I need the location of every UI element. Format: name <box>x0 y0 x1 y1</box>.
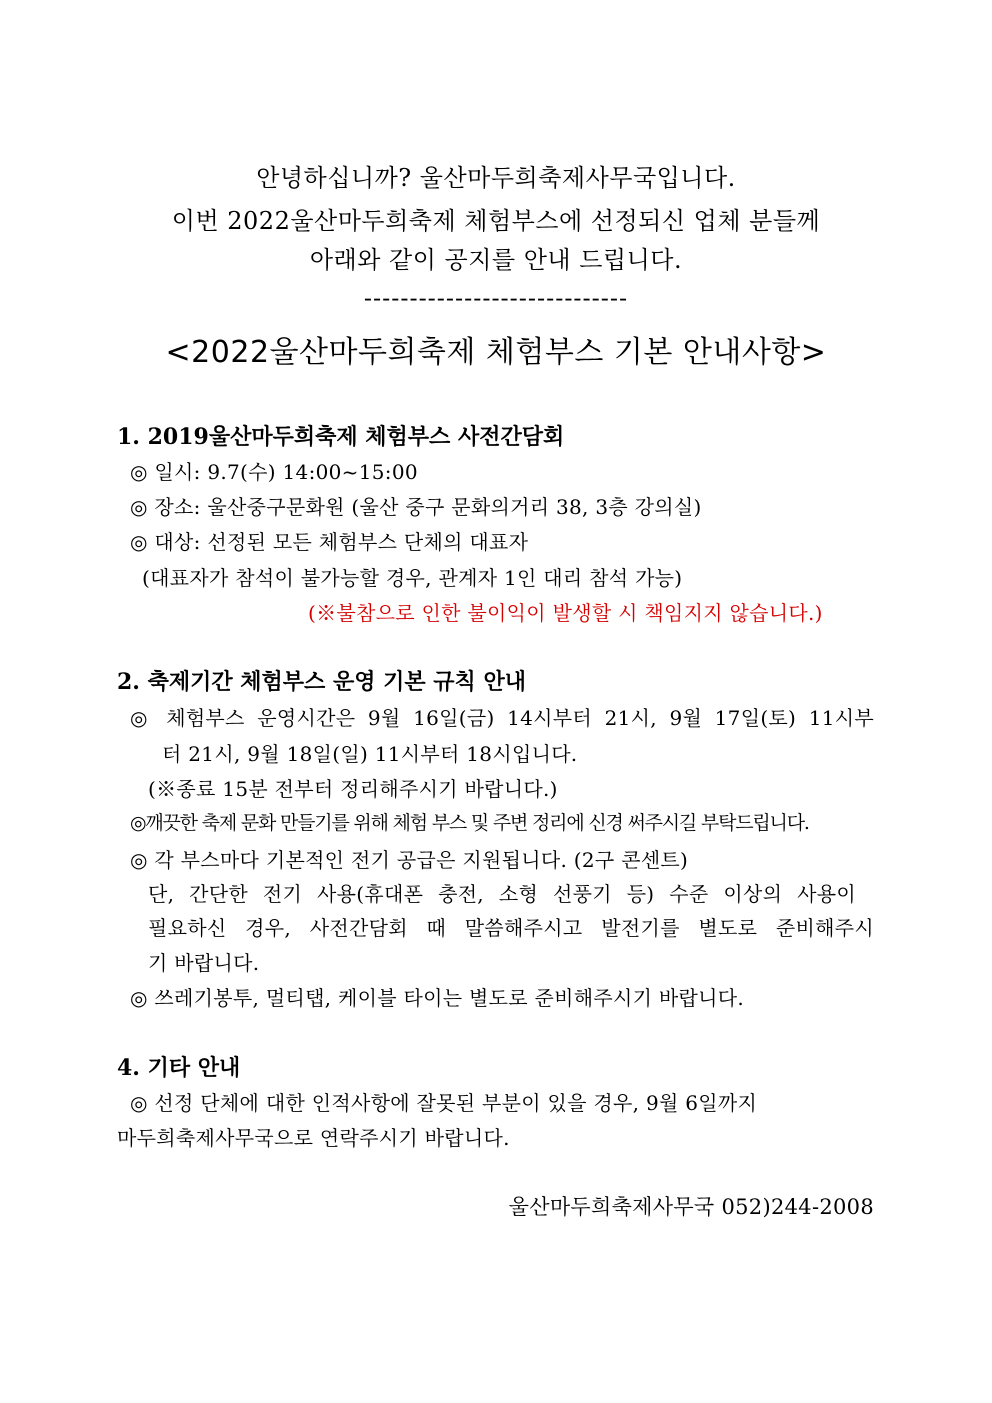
document-title: <2022울산마두희축제 체험부스 기본 안내사항> <box>165 335 827 370</box>
section-1-target-note: (대표자가 참석이 불가능할 경우, 관계자 1인 대리 참석 가능) <box>142 566 683 590</box>
section-1-heading: 1. 2019울산마두희축제 체험부스 사전간담회 <box>117 424 565 450</box>
intro-line-2: 이번 2022울산마두희축제 체험부스에 선정되신 업체 분들께 <box>171 207 821 235</box>
section-2-power-line-1: ◎ 각 부스마다 기본적인 전기 공급은 지원됩니다. (2구 콘센트) <box>130 848 689 872</box>
section-1-date: ◎ 일시: 9.7(수) 14:00~15:00 <box>130 460 418 484</box>
section-1-place: ◎ 장소: 울산중구문화원 (울산 중구 문화의거리 38, 3층 강의실) <box>130 495 702 519</box>
section-2-hours-line-1: ◎ 체험부스 운영시간은 9월 16일(금) 14시부터 21시, 9월 17일(토) 11시부 <box>130 706 874 730</box>
section-2-hours-note: (※종료 15분 전부터 정리해주시기 바랍니다.) <box>148 777 558 801</box>
section-2-power-line-4: 기 바랍니다. <box>148 951 260 975</box>
section-4-notice-line-1: ◎ 선정 단체에 대한 인적사항에 잘못된 부분이 있을 경우, 9월 6일까지 <box>130 1091 758 1115</box>
section-2-heading: 2. 축제기간 체험부스 운영 기본 규칙 안내 <box>117 669 526 695</box>
section-4-heading: 4. 기타 안내 <box>117 1055 241 1081</box>
section-2-power-line-2: 단, 간단한 전기 사용(휴대폰 충전, 소형 선풍기 등) 수준 이상의 사용이 <box>148 882 856 906</box>
section-2-power-line-3: 필요하신 경우, 사전간담회 때 말씀해주시고 발전기를 별도로 준비해주시 <box>148 916 874 940</box>
section-4-notice-line-2: 마두희축제사무국으로 연락주시기 바랍니다. <box>117 1126 510 1150</box>
section-2-hours-line-2: 터 21시, 9월 18일(일) 11시부터 18시입니다. <box>162 742 578 766</box>
section-1-target: ◎ 대상: 선정된 모든 체험부스 단체의 대표자 <box>130 530 529 554</box>
section-2-supplies: ◎ 쓰레기봉투, 멀티탭, 케이블 타이는 별도로 준비해주시기 바랍니다. <box>130 986 745 1010</box>
section-2-clean-notice: ◎깨끗한 축제 문화 만들기를 위해 체험 부스 및 주변 정리에 신경 써주시길 부탁드립니다. <box>130 812 809 834</box>
footer-contact: 울산마두희축제사무국 052)244-2008 <box>508 1195 874 1219</box>
intro-line-3: 아래와 같이 공지를 안내 드립니다. <box>309 246 683 274</box>
intro-line-1: 안녕하십니까? 울산마두희축제사무국입니다. <box>256 164 736 192</box>
divider: ----------------------------- <box>363 284 629 312</box>
section-1-warning: (※불참으로 인한 불이익이 발생할 시 책임지지 않습니다.) <box>308 601 823 625</box>
